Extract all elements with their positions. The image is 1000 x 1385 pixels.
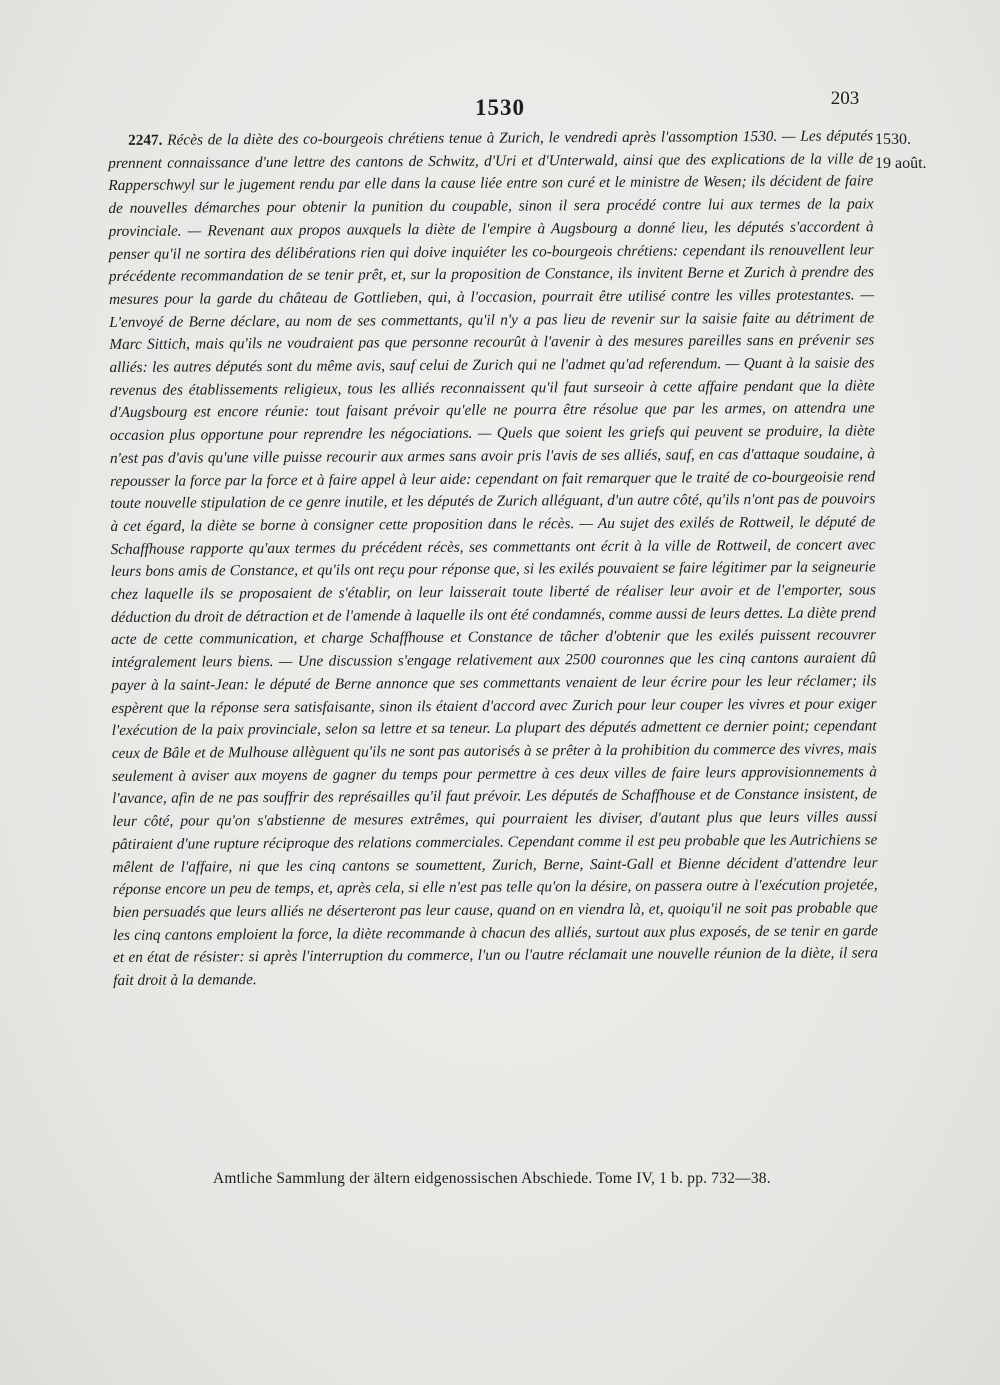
margin-note-year: 1530.: [875, 131, 911, 148]
margin-note-date: 19 août.: [875, 155, 927, 172]
running-header-year: 1530: [475, 95, 525, 120]
margin-note: [875, 128, 965, 176]
source-citation: Amtliche Sammlung der ältern eidgenossischen Abschiede. Tome IV, 1 b. pp. 732—38.: [213, 1170, 771, 1187]
page-number: 203: [830, 88, 860, 109]
entry-paragraph: [108, 125, 878, 992]
entry-number: 2247.: [128, 131, 163, 149]
entry-text: Récès de la diète des co-bourgeois chrétiens tenue à Zurich, le vendredi après l'assomption 1530. — Les députés prennent connaissance d'une lettre des cantons de Schwitz, d'Uri et d'Unterwald, ainsi que des explications de la ville de Rapperschwyl sur le jugement rendu par elle dans la cause liée entre son curé et le ministre de Wesen; ils décident de faire de nouvelles démarches pour obtenir la punition du coupable, sinon il sera procédé contre lui aux termes de la paix provinciale. — Revenant aux propos auxquels la diète de l'empire à Augsbourg a donné lieu, les députés s'accordent à penser qu'il ne sortira des délibérations rien qui doive inquiéter les co-bourgeois chrétiens: cependant ils renouvellent leur précédente recommandation de se tenir prêt, et, sur la proposition de Constance, ils invitent Berne et Zurich à prendre des mesures pour la garde du château de Gottlieben, qui, à l'occasion, pourrait être utilisé contre les villes protestantes. — L'envoyé de Berne déclare, au nom de ses commettants, qu'il n'y a pas lieu de revenir sur la saisie faite au détriment de Marc Sittich, mais qu'ils ne voudraient pas que personne recourût à l'avenir à des mesures pareilles sans en prévenir ses alliés: les autres députés sont du même avis, sauf celui de Zurich qui ne l'admet qu'ad referendum. — Quant à la saisie des revenus des établissements religieux, tous les alliés reconnaissent qu'il faut surseoir à cette affaire pendant que la diète d'Augsbourg est encore réunie: tout faisant prévoir qu'elle ne pourra être résolue que par les armes, on attendra une occasion plus opportune pour reprendre les négociations. — Quels que soient les griefs qui peuvent se produire, la diète n'est pas d'avis qu'une ville puisse recourir aux armes sans avoir pris l'avis de ses alliés, sauf, en cas d'attaque soudaine, à repousser la force par la force et à faire appel à leur aide: cependant on fait remarquer que le traité de co-bourgeoisie rend toute nouvelle stipulation de ce genre inutile, et les députés de Zurich alléguant, d'un autre côté, qu'ils n'ont pas de pouvoirs à cet égard, la diète se borne à consigner cette proposition dans le récès. — Au sujet des exilés de Rottweil, le député de Schaffhouse rapporte qu'aux termes du précédent récès, ses commettants ont écrit à la ville de Rottweil, de concert avec leurs bons amis de Constance, et qu'ils ont reçu pour réponse que, si les exilés pouvaient se faire légitimer par la seigneurie chez laquelle ils se proposaient de s'établir, on leur laisserait toute liberté de réaliser leur avoir et de l'emporter, sous déduction du droit de détraction et de l'amende à laquelle ils ont été condamnés, comme aussi de leurs dettes. La diète prend acte de cette communication, et charge Schaffhouse et Constance de tâcher d'obtenir que les exilés puissent recouvrer intégralement leurs biens. — Une discussion s'engage relativement aux 2500 couronnes que les cinq cantons auraient dû payer à la saint-Jean: le député de Berne annonce que ses commettants venaient de leur écrire pour les leur réclamer; ils espèrent que la réponse sera satisfaisante, sinon ils étaient d'accord avec Zurich pour leur couper les vivres et pour exiger l'exécution de la paix provinciale, selon sa lettre et sa teneur. La plupart des députés admettent ce dernier point; cependant ceux de Bâle et de Mulhouse allèguent qu'ils ne sont pas autorisés à se prêter à la prohibition du commerce des vivres, mais seulement à aviser aux moyens de gagner du temps pour permettre à ces deux villes de faire leurs approvisionnements à l'avance, afin de ne pas souffrir des représailles qu'il faut prévoir. Les députés de Schaffhouse et de Constance insistent, de leur côté, pour qu'on s'abstienne de mesures extrêmes, qui pourraient les diviser, d'autant plus que leurs villes aussi pâtiraient d'une rupture réciproque des relations commerciales. Cependant comme il est peu probable que les Autrichiens se mêlent de l'affaire, ni que les cinq cantons se soumettent, Zurich, Berne, Saint-Gall et Bienne décident d'attendre leur réponse encore un peu de temps, et, après cela, si elle n'est pas telle qu'on la désire, on passera outre à l'exécution projetée, bien persuadés que leurs alliés ne déserteront pas leur cause, quand on en viendra là, et, quoiqu'il ne soit pas probable que les cinq cantons emploient la force, la diète recommande à chacun des alliés, surtout aux plus exposés, de se tenir en garde et en état de résister: si après l'interruption du commerce, l'un ou l'autre réclamait une nouvelle réunion de la diète, il sera fait droit à la demande.: [108, 127, 879, 989]
